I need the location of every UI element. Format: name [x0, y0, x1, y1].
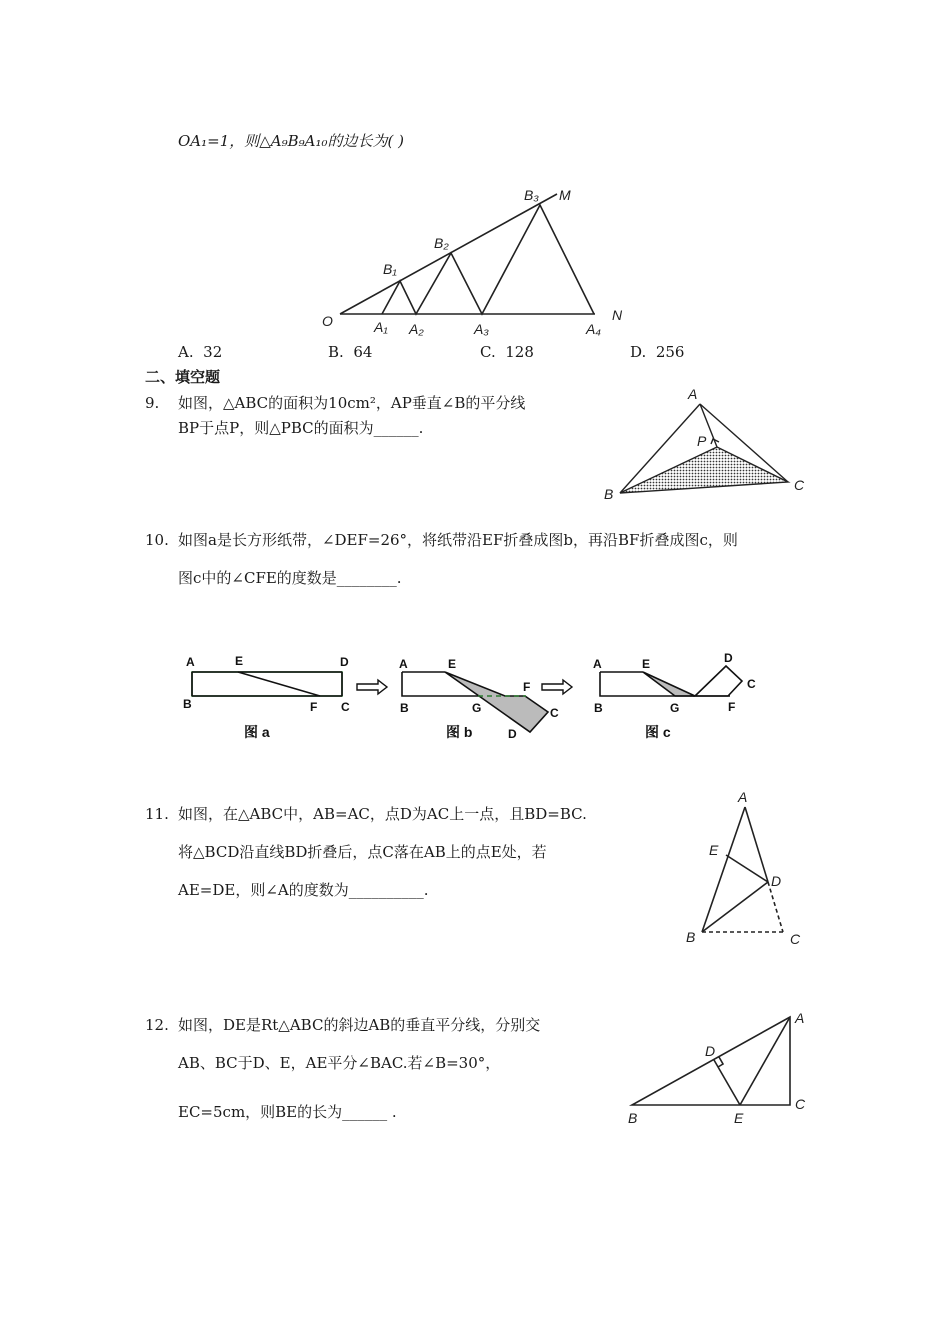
q11-figure [678, 785, 818, 955]
q10-number: 10. [145, 531, 169, 549]
q10b-label-B: B [400, 701, 409, 715]
q8-label-N: N [612, 307, 623, 323]
q10-line1: 如图a是长方形纸带，∠DEF=26°，将纸带沿EF折叠成图b，再沿BF折叠成图c，则 [178, 531, 738, 549]
q11-line1: 如图，在△ABC中，AB=AC，点D为AC上一点，且BD=BC. [178, 805, 587, 823]
q10a-label-B: B [183, 697, 192, 711]
q12-line1: 如图，DE是Rt△ABC的斜边AB的垂直平分线，分别交 [178, 1016, 541, 1034]
q10b-label-D: D [508, 727, 517, 741]
q11-label-E: E [709, 842, 719, 858]
q8-label-O: O [322, 313, 333, 329]
q10a-label-F: F [310, 700, 318, 714]
q10c-caption: 图 c [645, 724, 671, 740]
q8-label-B1: B₁ [383, 261, 397, 277]
q10c-label-B: B [594, 701, 603, 715]
q12-label-A: A [795, 1010, 805, 1026]
q10c-label-G: G [670, 701, 680, 715]
option-letter: A. [178, 343, 194, 361]
q10c-label-A: A [593, 657, 602, 671]
option-value: 128 [505, 343, 534, 361]
q10b-label-C: C [550, 706, 559, 720]
q11-line2: 将△BCD沿直线BD折叠后，点C落在AB上的点E处，若 [178, 843, 547, 861]
q8-label-B2: B₂ [434, 235, 449, 251]
option-letter: B. [328, 343, 344, 361]
q8-label-B3: B₃ [524, 187, 539, 203]
section-title: 二、填空题 [145, 369, 221, 386]
q11-label-B: B [686, 929, 696, 945]
q8-label-A1: A₁ [374, 319, 388, 335]
q8-option-a[interactable] [178, 342, 222, 362]
q8-label-M: M [559, 187, 571, 203]
q12-number: 12. [145, 1016, 169, 1034]
q9-label-C: C [794, 477, 805, 493]
q9-label-A: A [688, 386, 698, 402]
q9-number: 9. [145, 394, 160, 412]
q12-figure [615, 1005, 815, 1135]
q12-line3: EC=5cm，则BE的长为______ . [178, 1103, 397, 1121]
q10-figure [180, 648, 770, 748]
q11-label-C: C [790, 931, 801, 947]
q10c-label-F: F [728, 700, 736, 714]
q12-line2: AB、BC于D、E，AE平分∠BAC.若∠B=30°， [178, 1054, 501, 1072]
q10b-label-F: F [523, 680, 531, 694]
option-value: 32 [203, 343, 223, 361]
q10b-caption: 图 b [446, 724, 473, 740]
q10a-label-E: E [235, 654, 244, 668]
q10b-label-E: E [448, 657, 457, 671]
q10c-label-D: D [724, 651, 733, 665]
q10a-caption: 图 a [244, 724, 270, 740]
option-letter: C. [480, 343, 496, 361]
q10c-label-E: E [642, 657, 651, 671]
q8-label-A3: A₃ [474, 321, 489, 337]
q9-line2: BP于点P，则△PBC的面积为______. [178, 419, 424, 437]
q12-label-B: B [628, 1110, 638, 1126]
q8-option-c[interactable] [480, 342, 534, 362]
q10a-label-A: A [186, 655, 195, 669]
q10b-label-G: G [472, 701, 482, 715]
option-value: 256 [655, 343, 685, 361]
q9-line1: 如图，△ABC的面积为10cm²，AP垂直∠B的平分线 [178, 394, 526, 412]
q12-label-D: D [705, 1043, 716, 1059]
q8-option-b[interactable] [328, 342, 372, 362]
q8-option-d[interactable] [630, 342, 684, 362]
option-letter: D. [630, 343, 647, 361]
q10a-label-C: C [341, 700, 350, 714]
q9-label-P: P [697, 433, 707, 449]
q11-label-A: A [738, 789, 748, 805]
q10a-label-D: D [340, 655, 349, 669]
q8-continuation-text: OA₁=1，则△A₉B₉A₁₀的边长为( ) [178, 132, 405, 150]
q12-label-C: C [795, 1096, 806, 1112]
q11-number: 11. [145, 805, 169, 823]
q8-figure [315, 180, 635, 345]
q9-label-B: B [604, 486, 614, 502]
q9-figure [595, 382, 815, 507]
q10c-label-C: C [747, 677, 756, 691]
q11-label-D: D [771, 873, 782, 889]
q11-line3: AE=DE，则∠A的度数为__________. [178, 881, 429, 899]
q10b-label-A: A [399, 657, 408, 671]
option-value: 64 [353, 343, 373, 361]
q10-line2: 图c中的∠CFE的度数是________. [178, 569, 402, 587]
q8-label-A4: A₄ [586, 321, 601, 337]
q12-label-E: E [734, 1110, 744, 1126]
q8-label-A2: A₂ [409, 321, 424, 337]
